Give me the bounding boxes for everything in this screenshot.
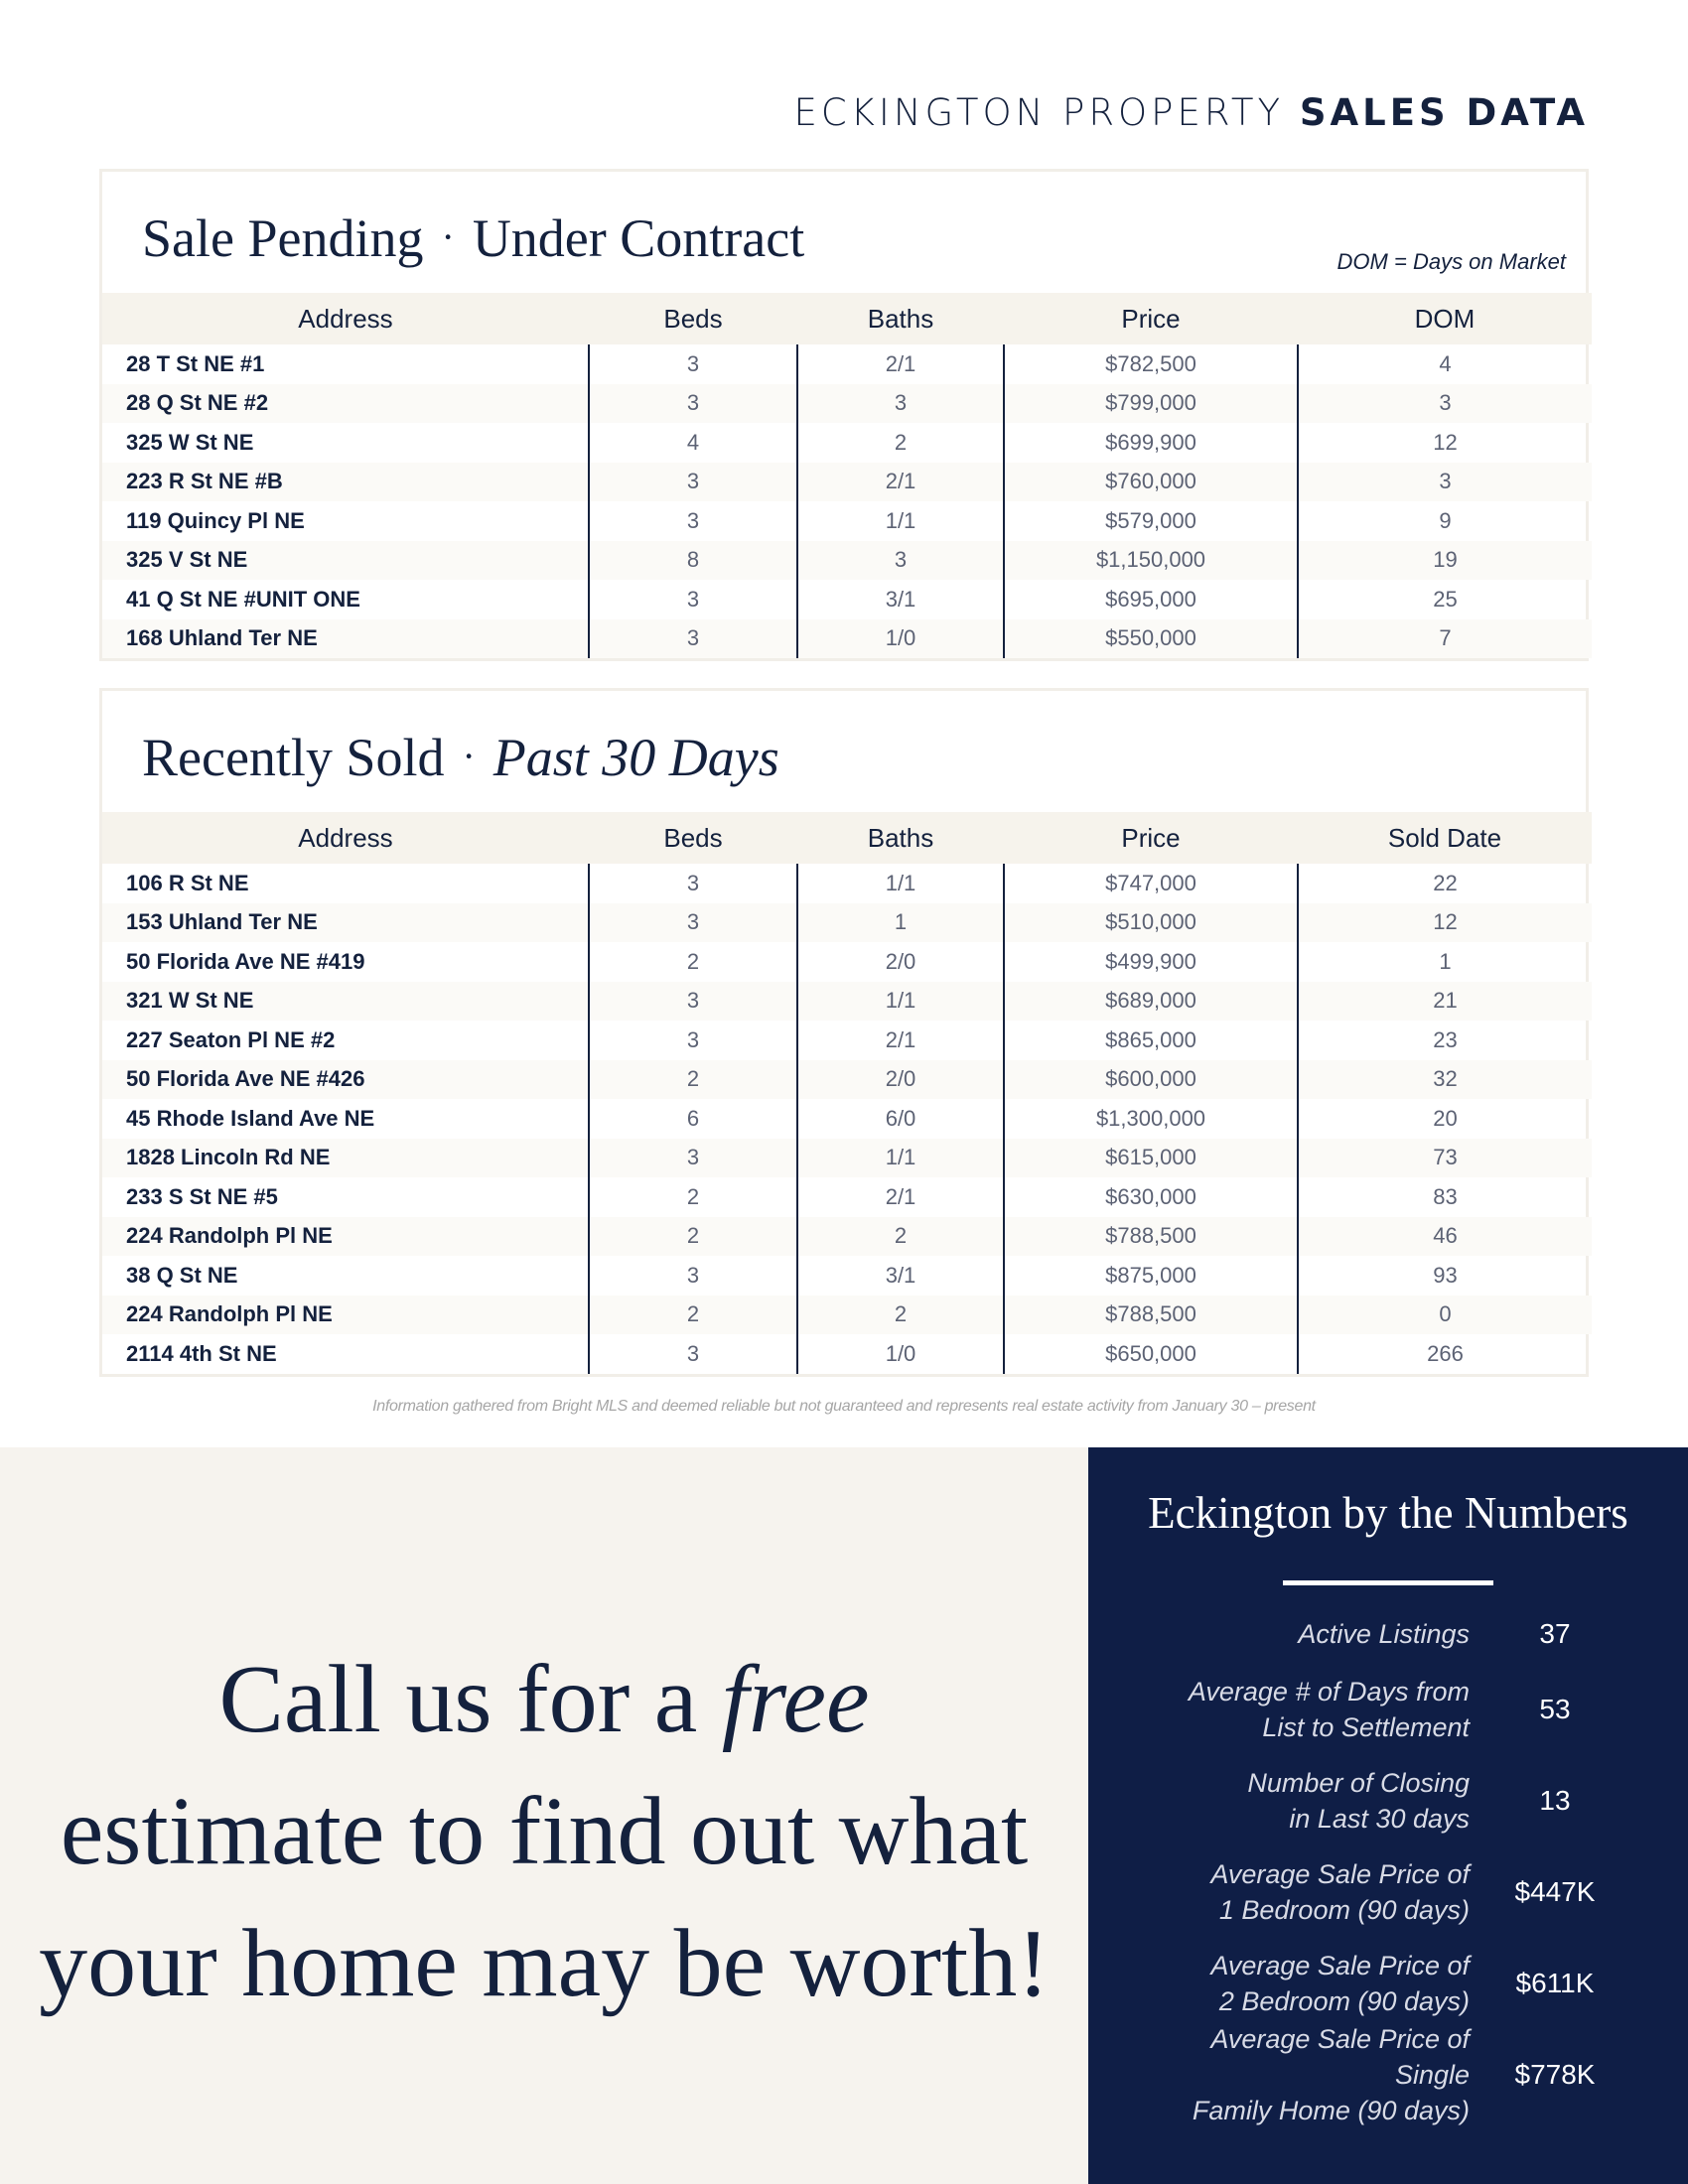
table-cell-price: $782,500 bbox=[1004, 344, 1298, 384]
stat-value: $447K bbox=[1514, 1876, 1596, 1907]
table-cell-price: $788,500 bbox=[1004, 1296, 1298, 1335]
table-cell-sold-date: 1 bbox=[1439, 948, 1452, 974]
stat-row bbox=[1088, 1594, 1688, 1674]
cta-line-3: your home may be worth! bbox=[39, 1910, 1050, 2017]
table-cell-address: 325 W St NE bbox=[102, 423, 589, 463]
stat-label-line: Family Home (90 days) bbox=[1192, 2096, 1470, 2125]
table-cell-sold-date: 21 bbox=[1298, 982, 1592, 1022]
table-cell-sold-date: 0 bbox=[1298, 1296, 1592, 1335]
sold-column-header: Baths bbox=[867, 822, 934, 853]
table-cell-baths: 3 bbox=[797, 384, 1004, 424]
table-cell-dom: 7 bbox=[1298, 619, 1592, 659]
table-row bbox=[102, 982, 1592, 1022]
table-cell-baths: 6/0 bbox=[797, 1099, 1004, 1139]
table-cell-baths: 1/0 bbox=[797, 619, 1004, 659]
table-cell-sold-date: 23 bbox=[1433, 1026, 1458, 1052]
pending-table-header bbox=[102, 293, 1592, 344]
table-cell-baths: 3/1 bbox=[797, 580, 1004, 619]
table-cell-baths: 3 bbox=[797, 541, 1004, 581]
table-cell-address: 28 T St NE #1 bbox=[102, 344, 589, 384]
pending-title-sub: Under Contract bbox=[472, 208, 805, 268]
table-cell-address: 233 S St NE #5 bbox=[102, 1177, 589, 1217]
table-cell-dom: 3 bbox=[1298, 384, 1592, 424]
pending-column-header: Price bbox=[1121, 303, 1181, 334]
stat-label-line: List to Settlement bbox=[1262, 1712, 1470, 1742]
table-cell-baths: 1/0 bbox=[797, 1334, 1004, 1374]
table-cell-address: 168 Uhland Ter NE bbox=[102, 619, 589, 659]
table-cell-baths: 2/1 bbox=[797, 344, 1004, 384]
table-cell-beds: 3 bbox=[589, 1256, 797, 1296]
stat-label-line: Number of Closing bbox=[1247, 1768, 1470, 1798]
table-cell-address: 2114 4th St NE bbox=[102, 1334, 589, 1374]
disclaimer-text: Information gathered from Bright MLS and deemed reliable but not guaranteed and represents real estate activity from January 30 – present bbox=[372, 1398, 1316, 1415]
table-cell-price: $510,000 bbox=[1004, 903, 1298, 943]
stat-row bbox=[1088, 1944, 1688, 2023]
table-cell-price: $499,900 bbox=[1004, 942, 1298, 982]
stat-label-line: Average Sale Price of bbox=[1210, 1859, 1470, 1889]
table-cell-beds: 3 bbox=[589, 580, 797, 619]
table-row bbox=[102, 864, 1592, 903]
table-cell-address: 119 Quincy Pl NE bbox=[102, 501, 589, 541]
table-cell-baths: 2/0 bbox=[797, 1060, 1004, 1100]
table-row bbox=[102, 1139, 1592, 1178]
stat-label-line: Average Sale Price of bbox=[1210, 1951, 1470, 1980]
table-cell-beds: 2 bbox=[589, 1177, 797, 1217]
table-cell-address: 223 R St NE #B bbox=[102, 463, 589, 502]
stat-label bbox=[1132, 1852, 1470, 1932]
stat-label bbox=[1132, 2024, 1470, 2125]
stat-value: $778K bbox=[1514, 2059, 1596, 2090]
pending-column-header: Baths bbox=[867, 303, 934, 334]
table-cell-baths: 2 bbox=[797, 1296, 1004, 1335]
table-cell-baths: 3/1 bbox=[797, 1256, 1004, 1296]
table-cell-dom: 9 bbox=[1439, 507, 1452, 533]
table-cell-sold-date: 22 bbox=[1433, 870, 1458, 895]
stat-value: 53 bbox=[1539, 1694, 1571, 1724]
table-cell-baths: 1/1 bbox=[797, 864, 1004, 903]
cta-line-1 bbox=[0, 1634, 1088, 1766]
table-cell-address: 153 Uhland Ter NE bbox=[102, 903, 589, 943]
sold-title-main: Recently Sold bbox=[142, 728, 445, 787]
stat-label-line: 1 Bedroom (90 days) bbox=[1218, 1895, 1470, 1925]
table-cell-price: $630,000 bbox=[1004, 1177, 1298, 1217]
table-cell-beds: 2 bbox=[589, 1060, 797, 1100]
table-row bbox=[102, 463, 1592, 502]
pending-table bbox=[102, 293, 1592, 658]
cta-line-2: estimate to find out what bbox=[60, 1778, 1029, 1885]
page-title bbox=[793, 91, 1589, 134]
table-cell-price: $600,000 bbox=[1004, 1060, 1298, 1100]
table-cell-beds: 2 bbox=[589, 1217, 797, 1257]
table-row bbox=[102, 619, 1592, 659]
table-cell-baths: 1/1 bbox=[797, 501, 1004, 541]
table-row bbox=[102, 384, 1592, 424]
table-row bbox=[102, 1256, 1592, 1296]
table-row bbox=[102, 1177, 1592, 1217]
pending-title bbox=[142, 207, 804, 269]
sold-column-header: Price bbox=[1121, 822, 1181, 853]
dom-legend-note: DOM = Days on Market bbox=[1336, 249, 1566, 274]
stat-label-line: Active Listings bbox=[1298, 1619, 1470, 1649]
stat-value: 13 bbox=[1539, 1785, 1571, 1816]
table-cell-price: $747,000 bbox=[1004, 864, 1298, 903]
stat-row bbox=[1088, 1761, 1688, 1841]
stat-label bbox=[1132, 1944, 1470, 2023]
table-cell-beds: 3 bbox=[589, 1334, 797, 1374]
table-cell-beds: 3 bbox=[589, 982, 797, 1022]
table-row bbox=[102, 1021, 1592, 1060]
table-cell-sold-date: 93 bbox=[1433, 1262, 1458, 1288]
table-cell-price: $615,000 bbox=[1004, 1139, 1298, 1178]
sold-column-header: Sold Date bbox=[1387, 822, 1502, 853]
sold-table-header bbox=[102, 812, 1592, 864]
table-cell-beds: 3 bbox=[589, 1021, 797, 1060]
table-cell-address: 45 Rhode Island Ave NE bbox=[102, 1099, 589, 1139]
pending-column-header: Beds bbox=[663, 303, 723, 334]
sold-table bbox=[102, 812, 1592, 1374]
pending-column-header: DOM bbox=[1414, 303, 1476, 334]
table-cell-dom: 12 bbox=[1433, 429, 1458, 455]
page-title-light: ECKINGTON PROPERTY bbox=[793, 91, 1300, 134]
table-cell-price: $799,000 bbox=[1004, 384, 1298, 424]
page-title-bold: SALES DATA bbox=[1299, 91, 1589, 134]
stat-label bbox=[1132, 1670, 1470, 1749]
table-cell-sold-date: 20 bbox=[1433, 1105, 1458, 1131]
numbers-divider bbox=[1283, 1580, 1493, 1585]
table-cell-address: 50 Florida Ave NE #426 bbox=[102, 1060, 589, 1100]
table-cell-beds: 3 bbox=[589, 384, 797, 424]
table-row bbox=[102, 1099, 1592, 1139]
table-cell-price: $550,000 bbox=[1004, 619, 1298, 659]
sold-title-sub: Past 30 Days bbox=[492, 728, 779, 787]
table-cell-dom: 3 bbox=[1298, 463, 1592, 502]
table-cell-baths: 1/1 bbox=[797, 982, 1004, 1022]
pending-column-header: Address bbox=[298, 303, 393, 334]
table-cell-baths: 2 bbox=[797, 423, 1004, 463]
table-cell-address: 50 Florida Ave NE #419 bbox=[102, 942, 589, 982]
table-cell-price: $875,000 bbox=[1004, 1256, 1298, 1296]
table-cell-address: 41 Q St NE #UNIT ONE bbox=[102, 580, 589, 619]
table-cell-baths: 2 bbox=[797, 1217, 1004, 1257]
pending-panel bbox=[99, 169, 1589, 661]
table-row bbox=[102, 1334, 1592, 1374]
table-cell-sold-date: 73 bbox=[1298, 1139, 1592, 1178]
table-cell-beds: 2 bbox=[589, 1296, 797, 1335]
sold-table-body bbox=[102, 864, 1592, 1374]
sold-column-header: Beds bbox=[663, 822, 723, 853]
table-cell-sold-date: 32 bbox=[1298, 1060, 1592, 1100]
table-cell-beds: 3 bbox=[589, 864, 797, 903]
table-cell-baths: 2/0 bbox=[797, 942, 1004, 982]
table-cell-dom: 4 bbox=[1439, 350, 1452, 376]
cta-section bbox=[0, 1447, 1088, 2184]
table-row bbox=[102, 541, 1592, 581]
numbers-panel bbox=[1088, 1447, 1688, 2184]
pending-table-body bbox=[102, 344, 1592, 658]
table-cell-price: $579,000 bbox=[1004, 501, 1298, 541]
table-cell-beds: 3 bbox=[589, 344, 797, 384]
table-row bbox=[102, 580, 1592, 619]
pending-title-dot: · bbox=[441, 214, 455, 259]
stat-row bbox=[1088, 1852, 1688, 1932]
stat-row bbox=[1088, 2024, 1688, 2125]
table-row bbox=[102, 501, 1592, 541]
stat-label-line: Average # of Days from bbox=[1188, 1677, 1470, 1706]
cta-line-1-start: Call us for a bbox=[218, 1646, 722, 1753]
table-cell-address: 227 Seaton Pl NE #2 bbox=[102, 1021, 589, 1060]
table-row bbox=[102, 903, 1592, 943]
numbers-title: Eckington by the Numbers bbox=[1148, 1488, 1628, 1538]
table-cell-baths: 2/1 bbox=[797, 463, 1004, 502]
table-cell-beds: 3 bbox=[589, 1139, 797, 1178]
table-cell-sold-date: 83 bbox=[1433, 1183, 1458, 1209]
sold-panel bbox=[99, 688, 1589, 1377]
table-cell-address: 325 V St NE bbox=[102, 541, 589, 581]
sold-column-header: Address bbox=[298, 822, 393, 853]
sold-title bbox=[142, 727, 779, 788]
table-cell-baths: 2/1 bbox=[797, 1177, 1004, 1217]
table-cell-price: $650,000 bbox=[1004, 1334, 1298, 1374]
table-row bbox=[102, 423, 1592, 463]
table-cell-price: $689,000 bbox=[1004, 982, 1298, 1022]
table-cell-price: $788,500 bbox=[1004, 1217, 1298, 1257]
stat-label-line: 2 Bedroom (90 days) bbox=[1218, 1986, 1470, 2016]
table-cell-dom: 25 bbox=[1433, 586, 1458, 612]
stat-label bbox=[1132, 1594, 1470, 1674]
table-cell-sold-date: 12 bbox=[1298, 903, 1592, 943]
table-cell-price: $695,000 bbox=[1004, 580, 1298, 619]
table-cell-beds: 2 bbox=[589, 942, 797, 982]
table-row bbox=[102, 1060, 1592, 1100]
table-cell-beds: 8 bbox=[589, 541, 797, 581]
table-cell-beds: 3 bbox=[589, 501, 797, 541]
table-cell-sold-date: 266 bbox=[1427, 1340, 1464, 1366]
cta-text bbox=[0, 1634, 1088, 2030]
stat-value: $611K bbox=[1515, 1968, 1595, 1998]
table-cell-beds: 4 bbox=[589, 423, 797, 463]
table-cell-beds: 3 bbox=[589, 463, 797, 502]
stat-label bbox=[1132, 1761, 1470, 1841]
table-cell-price: $1,150,000 bbox=[1004, 541, 1298, 581]
stat-label-line: Average Sale Price of Single bbox=[1210, 2024, 1470, 2090]
table-cell-address: 38 Q St NE bbox=[102, 1256, 589, 1296]
table-cell-beds: 3 bbox=[589, 619, 797, 659]
stat-label-line: in Last 30 days bbox=[1289, 1804, 1470, 1834]
table-cell-dom: 19 bbox=[1298, 541, 1592, 581]
table-cell-baths: 1/1 bbox=[797, 1139, 1004, 1178]
table-cell-address: 224 Randolph Pl NE bbox=[102, 1217, 589, 1257]
table-cell-address: 1828 Lincoln Rd NE bbox=[102, 1139, 589, 1178]
table-cell-address: 28 Q St NE #2 bbox=[102, 384, 589, 424]
table-cell-baths: 2/1 bbox=[797, 1021, 1004, 1060]
sold-title-dot: · bbox=[462, 734, 476, 778]
stat-value: 37 bbox=[1539, 1618, 1571, 1649]
table-row bbox=[102, 1217, 1592, 1257]
table-row bbox=[102, 942, 1592, 982]
pending-title-main: Sale Pending bbox=[142, 208, 424, 268]
table-row bbox=[102, 344, 1592, 384]
table-cell-price: $865,000 bbox=[1004, 1021, 1298, 1060]
stat-row bbox=[1088, 1670, 1688, 1749]
cta-line-1-emphasis: free bbox=[721, 1646, 870, 1753]
table-cell-sold-date: 46 bbox=[1298, 1217, 1592, 1257]
table-cell-price: $699,900 bbox=[1004, 423, 1298, 463]
table-cell-address: 224 Randolph Pl NE bbox=[102, 1296, 589, 1335]
table-cell-address: 106 R St NE bbox=[102, 864, 589, 903]
table-row bbox=[102, 1296, 1592, 1335]
table-cell-beds: 6 bbox=[589, 1099, 797, 1139]
table-cell-baths: 1 bbox=[797, 903, 1004, 943]
table-cell-price: $1,300,000 bbox=[1004, 1099, 1298, 1139]
table-cell-beds: 3 bbox=[589, 903, 797, 943]
table-cell-address: 321 W St NE bbox=[102, 982, 589, 1022]
table-cell-price: $760,000 bbox=[1004, 463, 1298, 502]
